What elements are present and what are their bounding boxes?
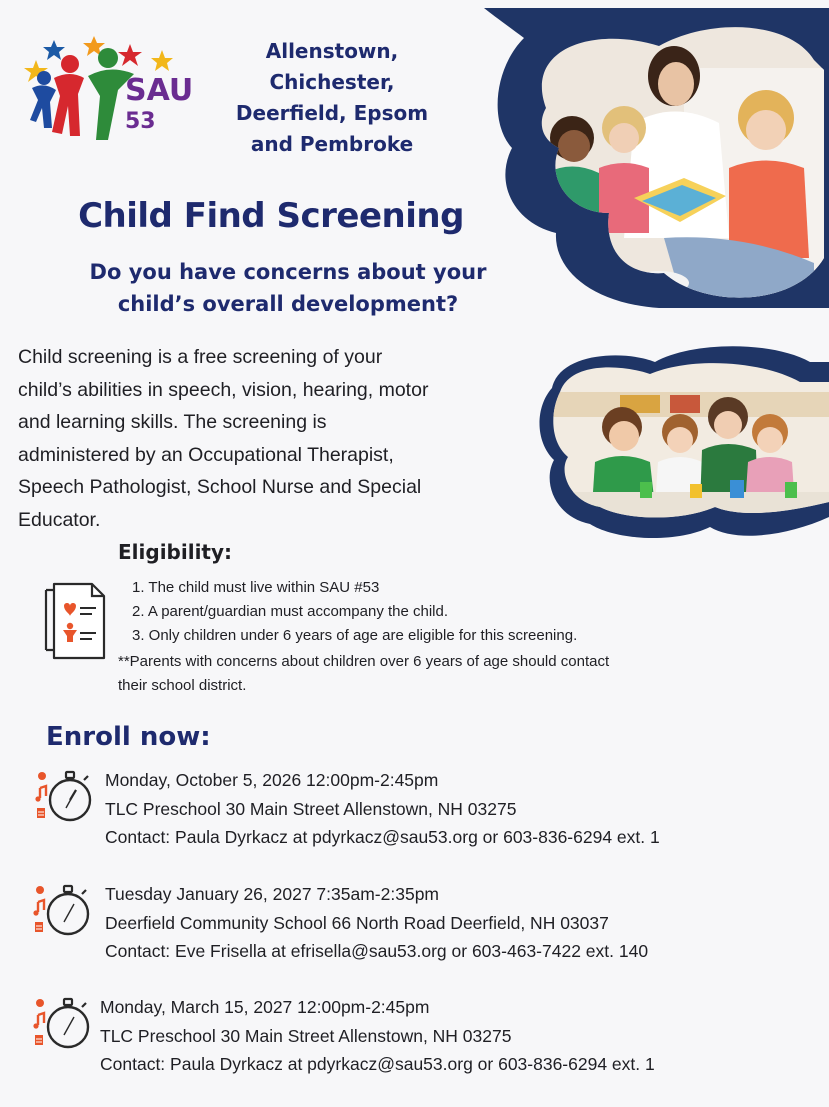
session-when: Monday, October 5, 2026 12:00pm-2:45pm [105, 770, 439, 790]
town-line: Chichester, [269, 70, 395, 94]
town-line: Allenstown, [265, 39, 399, 63]
description-line: Speech Pathologist, School Nurse and Special [18, 476, 422, 498]
session-entry [0, 766, 829, 856]
session-when: Tuesday January 26, 2027 7:35am-2:35pm [105, 884, 440, 904]
photo-kids-playing [530, 332, 829, 542]
session-details [105, 766, 660, 852]
clipboard-checklist-icon [42, 578, 112, 663]
town-line: and Pembroke [250, 132, 414, 156]
eligibility-list [132, 576, 577, 648]
screening-description [18, 341, 518, 536]
session-where: TLC Preschool 30 Main Street Allenstown, NH 03275 [105, 798, 517, 819]
logo-star-red [118, 44, 142, 66]
eligibility-item: 3. Only children under 6 years of age are eligible for this screening. [132, 627, 578, 644]
timer-activities-icon [30, 993, 92, 1053]
logo-star-yellow-2 [151, 50, 173, 71]
eligibility-item: 1. The child must live within SAU #53 [132, 579, 380, 596]
session-where: TLC Preschool 30 Main Street Allenstown, NH 03275 [100, 1025, 512, 1046]
session-details [105, 880, 648, 966]
sau53-logo [22, 30, 202, 150]
enroll-heading: Enroll now: [46, 722, 211, 752]
description-line: child’s abilities in speech, vision, hearing, motor [18, 378, 429, 401]
timer-activities-icon [30, 880, 92, 940]
eligibility-note [118, 650, 738, 698]
session-details [100, 993, 655, 1079]
session-entry [0, 880, 829, 970]
session-contact: Contact: Eve Frisella at efrisella@sau53.org or 603-463-7422 ext. 140 [105, 941, 649, 961]
session-contact: Contact: Paula Dyrkacz at pdyrkacz@sau53.org or 603-836-6294 ext. 1 [105, 827, 660, 847]
session-where: Deerfield Community School 66 North Road Deerfield, NH 03037 [105, 912, 609, 933]
description-line: Child screening is a free screening of your [18, 346, 383, 368]
subtitle-line: child’s overall development? [117, 292, 459, 316]
logo-text-sau: SAU [125, 73, 194, 108]
eligibility-item: 2. A parent/guardian must accompany the child. [132, 603, 449, 620]
logo-text-53: 53 [125, 109, 156, 134]
timer-activities-icon [32, 766, 94, 826]
eligibility-heading: Eligibility: [118, 540, 233, 564]
subtitle-line: Do you have concerns about your [89, 260, 487, 284]
eligibility-note-line: **Parents with concerns about children over 6 years of age should contact [118, 653, 610, 670]
description-line: and learning skills. The screening is [18, 411, 327, 433]
logo-star-blue [43, 40, 65, 60]
towns-list [212, 36, 452, 160]
page-title: Child Find Screening [78, 196, 464, 236]
session-entry [0, 993, 829, 1083]
page-subtitle [40, 256, 536, 320]
town-line: Deerfield, Epsom [235, 101, 429, 125]
description-line: Educator. [18, 508, 101, 531]
eligibility-note-line: their school district. [118, 677, 247, 694]
session-when: Monday, March 15, 2027 12:00pm-2:45pm [100, 997, 430, 1017]
description-line: administered by an Occupational Therapist, [18, 443, 394, 466]
session-contact: Contact: Paula Dyrkacz at pdyrkacz@sau53.org or 603-836-6294 ext. 1 [100, 1054, 655, 1074]
